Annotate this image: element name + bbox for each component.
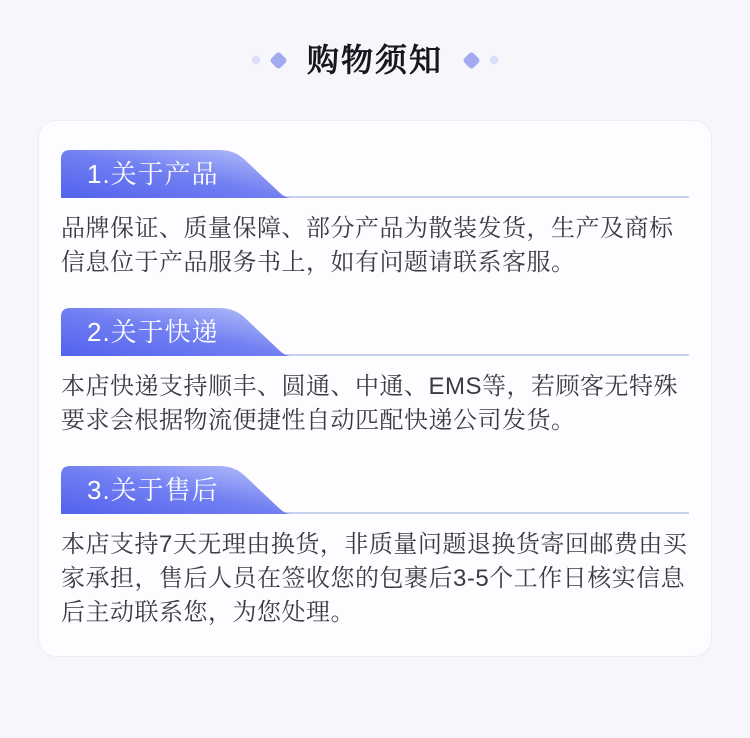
section-heading: 1.关于产品 <box>87 159 219 189</box>
section-about-aftersales <box>61 466 689 630</box>
section-heading-ribbon <box>61 466 689 514</box>
section-heading-ribbon <box>61 150 689 198</box>
section-body-text: 本店支持7天无理由换货，非质量问题退换货寄回邮费由买家承担，售后人员在签收您的包裹后3-5个工作日核实信息后主动联系您，为您处理。 <box>61 531 688 626</box>
section-about-product <box>61 150 689 280</box>
decorative-diamond-icon <box>269 51 287 69</box>
section-body-text: 本店快递支持顺丰、圆通、中通、EMS等，若顾客无特殊要求会根据物流便捷性自动匹配快递公司发货。 <box>61 373 679 434</box>
page-title: 购物须知 <box>306 42 443 78</box>
page-header <box>0 40 750 80</box>
notice-card <box>38 120 712 657</box>
section-heading: 3.关于售后 <box>87 475 219 505</box>
section-about-shipping <box>61 308 689 438</box>
decorative-diamond-icon <box>488 54 499 65</box>
section-heading: 2.关于快递 <box>87 317 219 347</box>
section-heading-ribbon <box>61 308 689 356</box>
decorative-diamond-icon <box>462 51 480 69</box>
decorative-diamond-icon <box>250 54 261 65</box>
section-body-text: 品牌保证、质量保障、部分产品为散装发货，生产及商标信息位于产品服务书上，如有问题请联系客服。 <box>61 215 674 276</box>
